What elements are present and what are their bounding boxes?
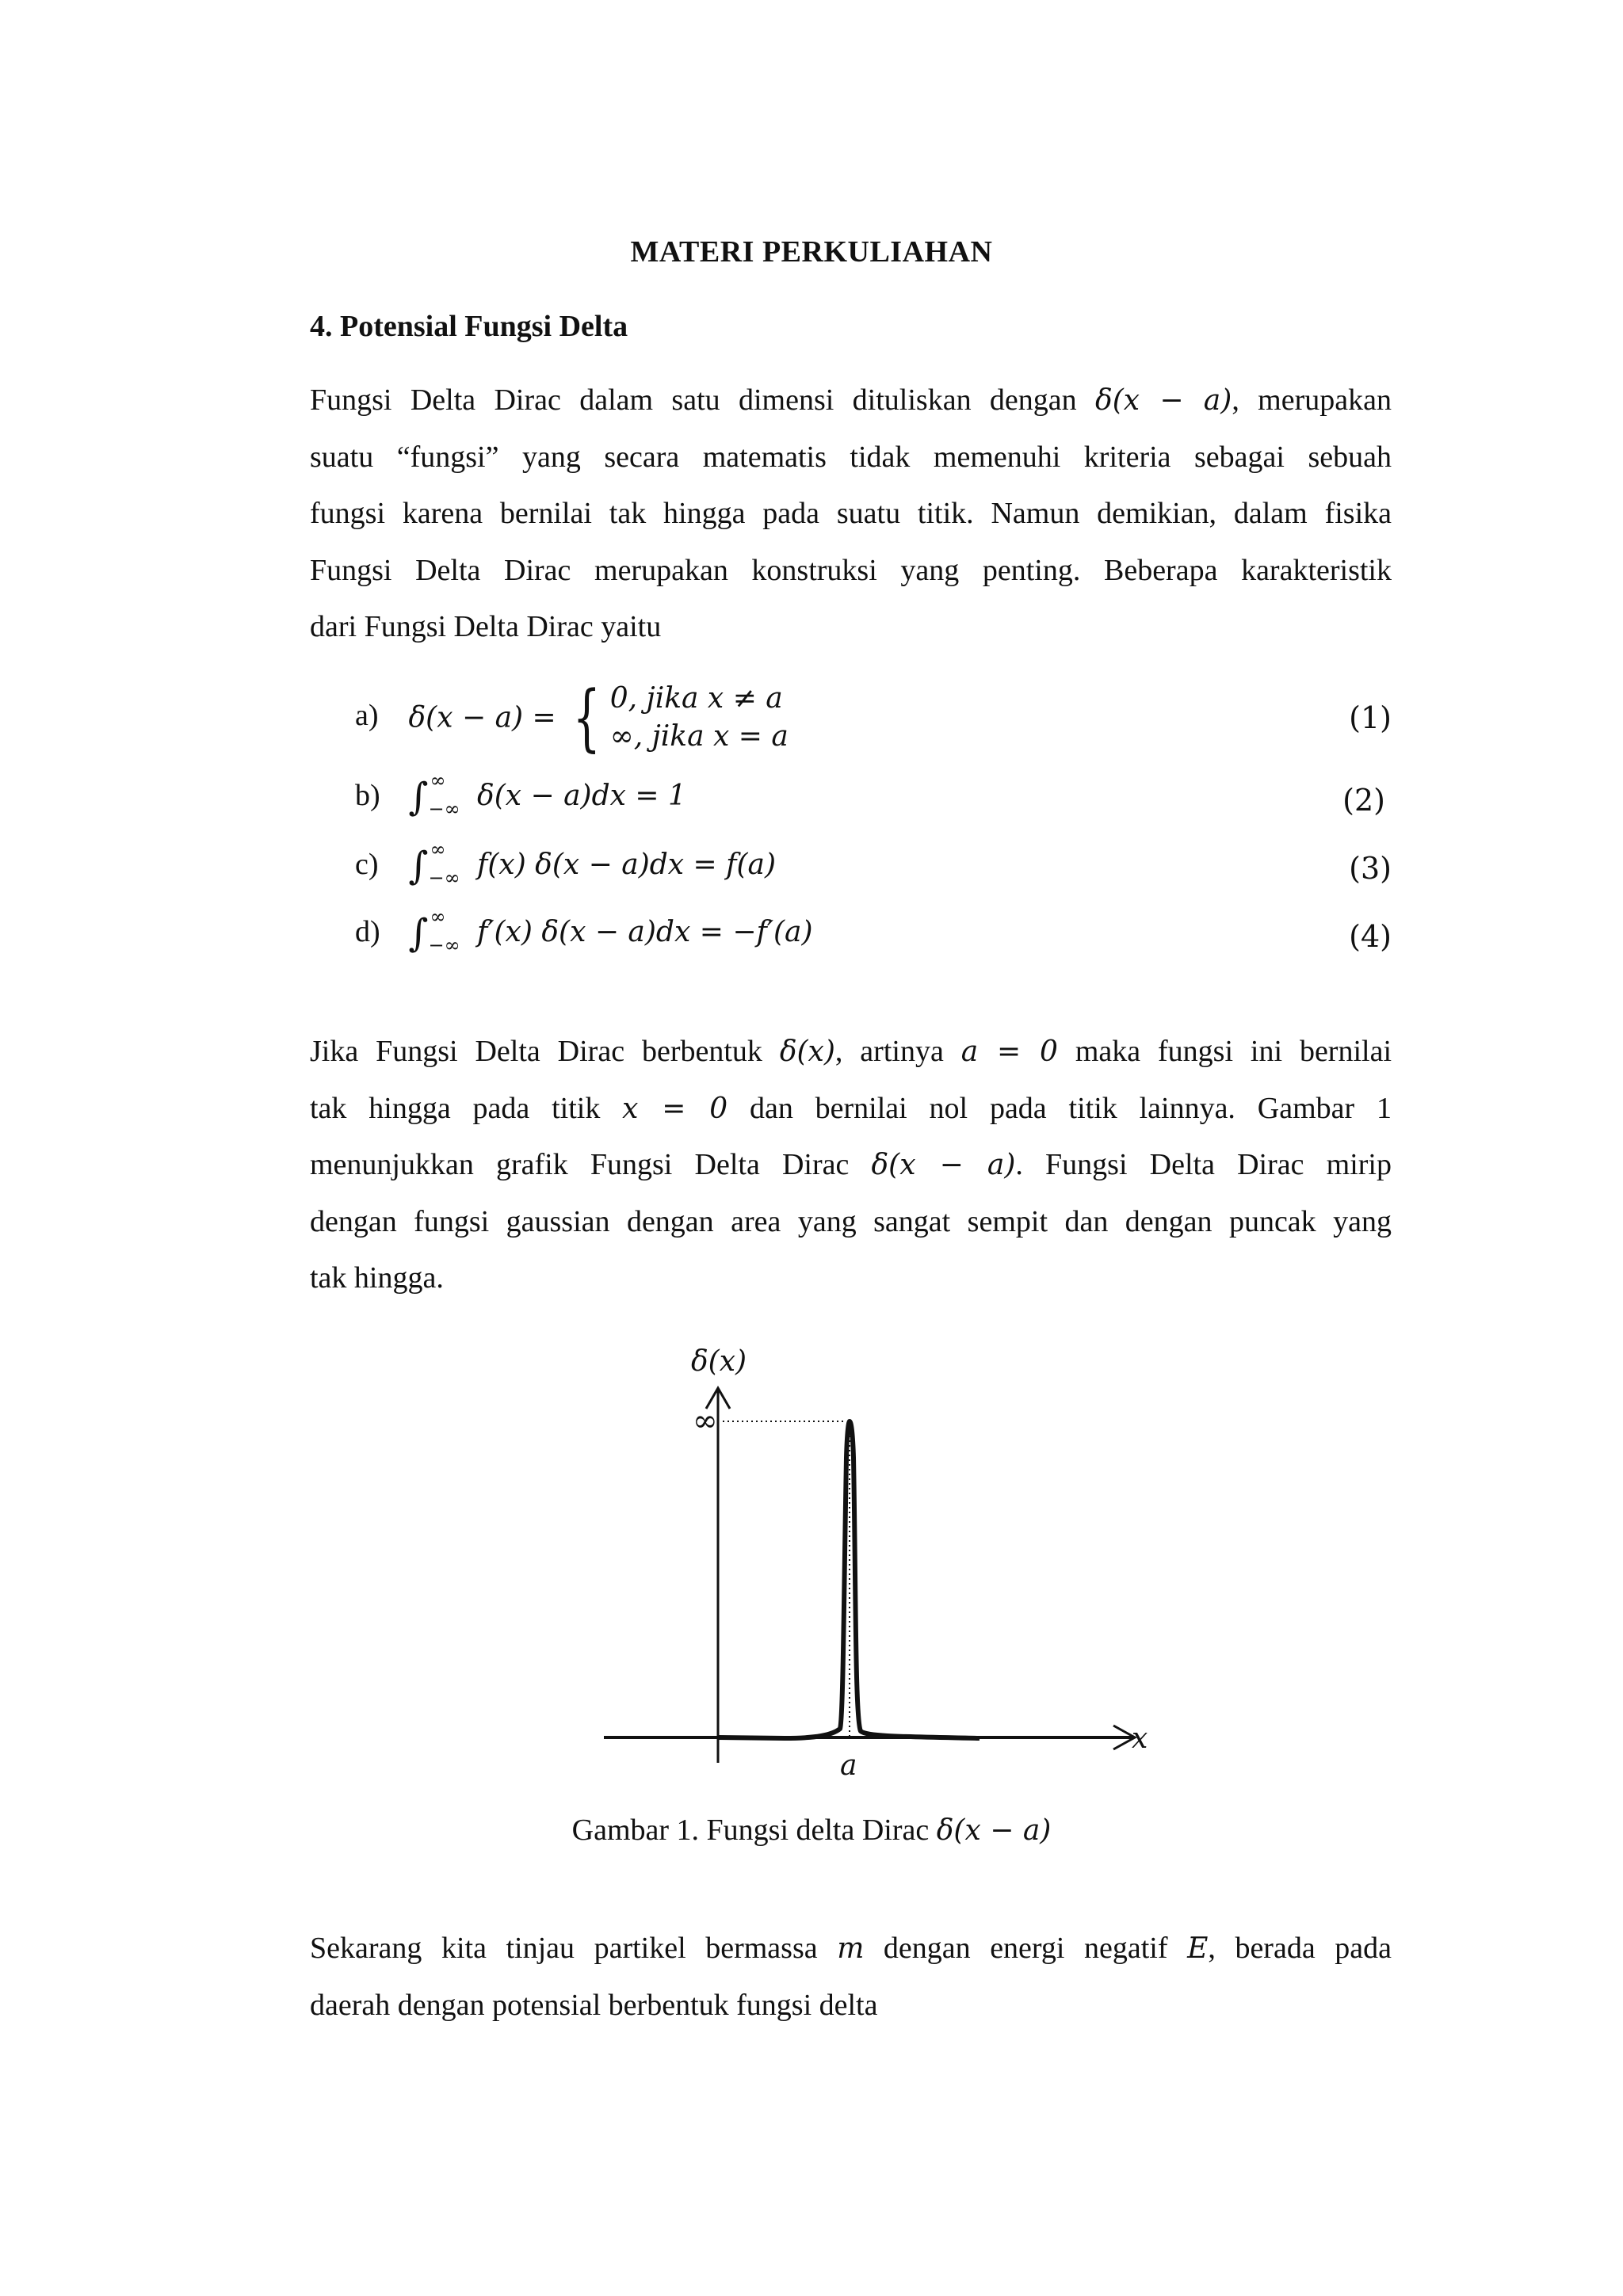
integral-symbol: ∫ bbox=[408, 911, 429, 955]
x-tick-a: a bbox=[840, 1749, 857, 1782]
equation-label: b) bbox=[355, 779, 380, 812]
equation-lhs: δ(x − a) = bbox=[408, 701, 556, 734]
y-axis-label: δ(x) bbox=[691, 1345, 747, 1378]
paragraph-line: menunjukkan grafik Fungsi Delta Dirac δ(x − a). Fungsi Delta Dirac mirip bbox=[310, 1148, 1392, 1181]
paragraph-line: Jika Fungsi Delta Dirac berbentuk δ(x), artinya a = 0 maka fungsi ini bernilai bbox=[310, 1035, 1392, 1068]
y-tick-infinity: ∞ bbox=[693, 1403, 718, 1438]
integral-limits: ∞ −∞ bbox=[428, 838, 460, 890]
integral-symbol: ∫ bbox=[408, 775, 429, 819]
page-title: MATERI PERKULIAHAN bbox=[630, 235, 993, 269]
equation-label: c) bbox=[355, 848, 379, 881]
paragraph-line: daerah dengan potensial berbentuk fungsi delta bbox=[310, 1988, 878, 2022]
case-line: 0, jika x ≠ a bbox=[609, 682, 783, 715]
equation-label: d) bbox=[355, 915, 380, 948]
section-heading: 4. Potensial Fungsi Delta bbox=[310, 310, 628, 343]
equation-body: f′(x) δ(x − a)dx = −f′(a) bbox=[477, 916, 813, 948]
equation-number: (4) bbox=[1349, 919, 1392, 954]
paragraph-line: tak hingga pada titik x = 0 dan bernilai nol pada titik lainnya. Gambar 1 bbox=[310, 1091, 1392, 1125]
equation-body: f(x) δ(x − a)dx = f(a) bbox=[477, 849, 777, 881]
paragraph-line: dengan fungsi gaussian dengan area yang sangat sempit dan dengan puncak yang bbox=[310, 1204, 1392, 1238]
equation-label: a) bbox=[355, 698, 379, 732]
figure-caption: Gambar 1. Fungsi delta Dirac δ(x − a) bbox=[571, 1814, 1052, 1847]
case-line: ∞, jika x = a bbox=[609, 720, 789, 753]
paragraph-line: suatu “fungsi” yang secara matematis tidak memenuhi kriteria sebagai sebuah bbox=[310, 440, 1392, 474]
paragraph-line: Fungsi Delta Dirac dalam satu dimensi dituliskan dengan δ(x − a), merupakan bbox=[310, 383, 1392, 417]
integral-limits: ∞ −∞ bbox=[428, 769, 460, 821]
equation-body: δ(x − a)dx = 1 bbox=[477, 780, 686, 812]
integral-limits: ∞ −∞ bbox=[428, 906, 460, 957]
equation-number: (3) bbox=[1349, 851, 1392, 886]
paragraph-line: fungsi karena bernilai tak hingga pada suatu titik. Namun demikian, dalam fisika bbox=[310, 497, 1392, 530]
paragraph-line: dari Fungsi Delta Dirac yaitu bbox=[310, 610, 662, 643]
equation-number: (1) bbox=[1349, 700, 1392, 735]
paragraph-line: Sekarang kita tinjau partikel bermassa m dengan energi negatif E, berada pada bbox=[310, 1932, 1392, 1965]
equation-number: (2) bbox=[1342, 783, 1385, 818]
x-axis-label: x bbox=[1132, 1722, 1148, 1755]
paragraph-line: Fungsi Delta Dirac merupakan konstruksi yang penting. Beberapa karakteristik bbox=[310, 553, 1392, 587]
paragraph-particle bbox=[310, 1920, 1392, 2034]
brace-symbol: { bbox=[572, 675, 601, 760]
paragraph-line: tak hingga. bbox=[310, 1261, 444, 1295]
integral-symbol: ∫ bbox=[408, 844, 429, 888]
